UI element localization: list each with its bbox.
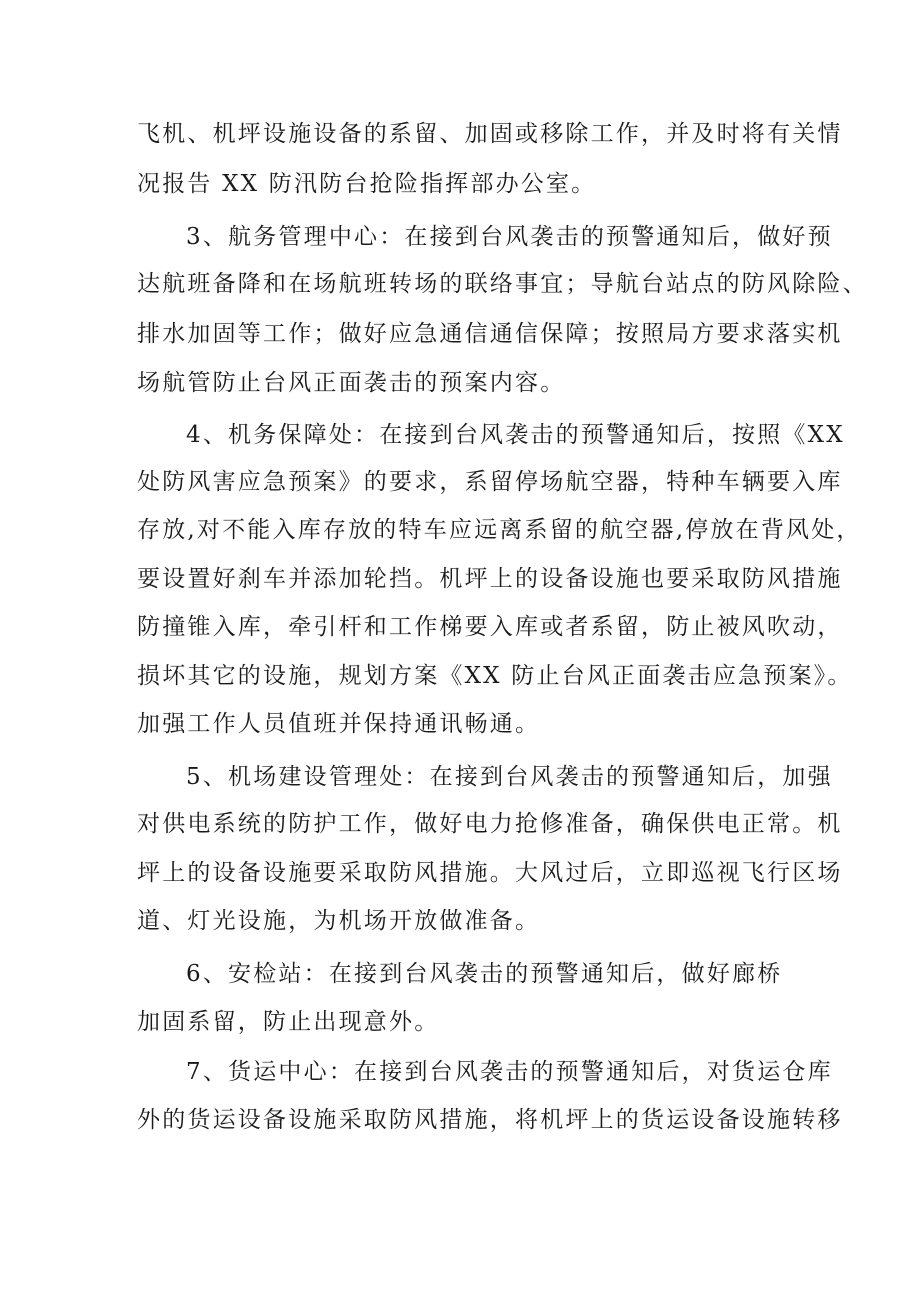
- paragraph-3-start: 3、航务管理中心：在接到台风袭击的预警通知后，做好预: [186, 224, 833, 250]
- paragraph-6-start: 6、安检站：在接到台风袭击的预警通知后，做好廊桥: [186, 961, 783, 987]
- paragraph-5-start: 5、机场建设管理处：在接到台风袭击的预警通知后，加强: [186, 764, 833, 790]
- text-line: 处防风害应急预案》的要求，系留停场航空器，特种车辆要入库: [137, 469, 843, 495]
- text-line: 外的货运设备设施采取防风措施，将机坪上的货运设备设施转移: [137, 1107, 843, 1133]
- text-line: 损坏其它的设施，规划方案《XX 防止台风正面袭击应急预案》。: [137, 663, 853, 689]
- text-line: 场航管防止台风正面袭击的预案内容。: [137, 370, 566, 396]
- text-line: 要设置好刹车并添加轮挡。机坪上的设备设施也要采取防风措施: [137, 566, 843, 592]
- paragraph-7-start: 7、货运中心：在接到台风袭击的预警通知后，对货运仓库: [186, 1059, 833, 1085]
- text-line: 防撞锥入库，牵引杆和工作梯要入库或者系留，防止被风吹动，: [137, 614, 843, 640]
- paragraph-4-start: 4、机务保障处：在接到台风袭击的预警通知后，按照《XX: [186, 422, 845, 448]
- text-line: 存放,对不能入库存放的特车应远离系留的航空器,停放在背风处，: [137, 517, 862, 543]
- text-line: 加固系留，防止出现意外。: [137, 1009, 440, 1035]
- text-line: 坪上的设备设施要采取防风措施。大风过后，立即巡视飞行区场: [137, 860, 843, 886]
- text-line: 飞机、机坪设施设备的系留、加固或移除工作，并及时将有关情: [137, 121, 843, 147]
- text-line: 对供电系统的防护工作，做好电力抢修准备，确保供电正常。机: [137, 811, 843, 837]
- text-line: 达航班备降和在场航班转场的联络事宜；导航台站点的防风除险、: [137, 271, 868, 297]
- text-line: 加强工作人员值班并保持通讯畅通。: [137, 711, 541, 737]
- text-line: 排水加固等工作；做好应急通信通信保障；按照局方要求落实机: [137, 321, 843, 347]
- text-line: 道、灯光设施，为机场开放做准备。: [137, 908, 541, 934]
- text-line: 况报告 XX 防汛防台抢险指挥部办公室。: [137, 171, 597, 197]
